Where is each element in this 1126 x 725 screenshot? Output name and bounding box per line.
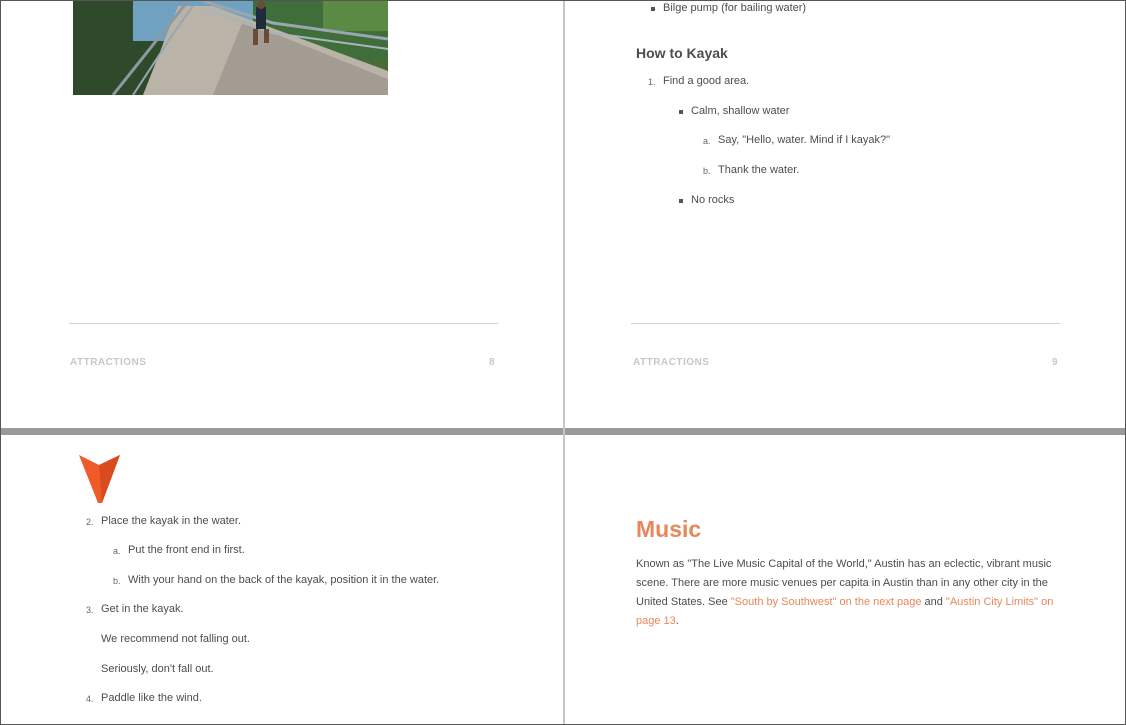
bookmark-icon[interactable] bbox=[79, 455, 121, 510]
list-item: With your hand on the back of the kayak, position it in the water. bbox=[128, 574, 440, 586]
paragraph bbox=[636, 555, 1056, 631]
footer-rule bbox=[69, 323, 498, 324]
page-11 bbox=[565, 435, 1125, 724]
list-item: Paddle like the wind. bbox=[101, 692, 202, 704]
list-item: No rocks bbox=[691, 194, 735, 206]
list-number: 2. bbox=[86, 517, 94, 527]
list-item: Get in the kayak. bbox=[101, 603, 184, 615]
list-letter: a. bbox=[703, 136, 711, 146]
list-item: Find a good area. bbox=[663, 75, 750, 87]
link-austin-city-limits[interactable]: "Austin City Limits" on page 13 bbox=[636, 596, 1054, 627]
page-number: 9 bbox=[1052, 357, 1059, 368]
page-10 bbox=[1, 435, 563, 724]
list-number: 4. bbox=[86, 694, 94, 704]
list-letter: b. bbox=[113, 576, 121, 586]
list-item: Put the front end in first. bbox=[128, 544, 245, 556]
footer-section: ATTRACTIONS bbox=[70, 357, 147, 368]
list-item: Say, "Hello, water. Mind if I kayak?" bbox=[718, 134, 891, 146]
page-8 bbox=[1, 1, 563, 428]
list-item: Place the kayak in the water. bbox=[101, 515, 242, 527]
page-column-separator bbox=[563, 1, 565, 724]
list-number: 1. bbox=[648, 77, 656, 87]
bullet-icon bbox=[651, 7, 655, 11]
list-item: Bilge pump (for bailing water) bbox=[663, 2, 807, 14]
page-number: 8 bbox=[489, 357, 496, 368]
paragraph-text: Known as "The Live Music Capital of the World," Austin has an eclectic, vibrant music scene. There are more music venues per capita in Austin than in any other city in the United States. See bbox=[636, 558, 1052, 608]
paragraph: Seriously, don't fall out. bbox=[101, 663, 214, 675]
list-item: Calm, shallow water bbox=[691, 105, 790, 117]
footer-section: ATTRACTIONS bbox=[633, 357, 710, 368]
boardwalk-photo bbox=[73, 1, 388, 95]
section-heading: How to Kayak bbox=[636, 45, 728, 61]
section-heading: Music bbox=[636, 516, 702, 542]
footer-rule bbox=[631, 323, 1060, 324]
bullet-icon bbox=[679, 110, 683, 114]
link-south-by-southwest[interactable]: "South by Southwest" on the next page bbox=[730, 596, 922, 608]
list-number: 3. bbox=[86, 605, 94, 615]
list-letter: b. bbox=[703, 166, 711, 176]
paragraph-text: and bbox=[921, 596, 946, 608]
list-letter: a. bbox=[113, 546, 121, 556]
page-9 bbox=[565, 1, 1125, 428]
paragraph: We recommend not falling out. bbox=[101, 633, 250, 645]
bullet-icon bbox=[679, 199, 683, 203]
paragraph-text: . bbox=[675, 615, 679, 627]
list-item: Thank the water. bbox=[718, 164, 800, 176]
